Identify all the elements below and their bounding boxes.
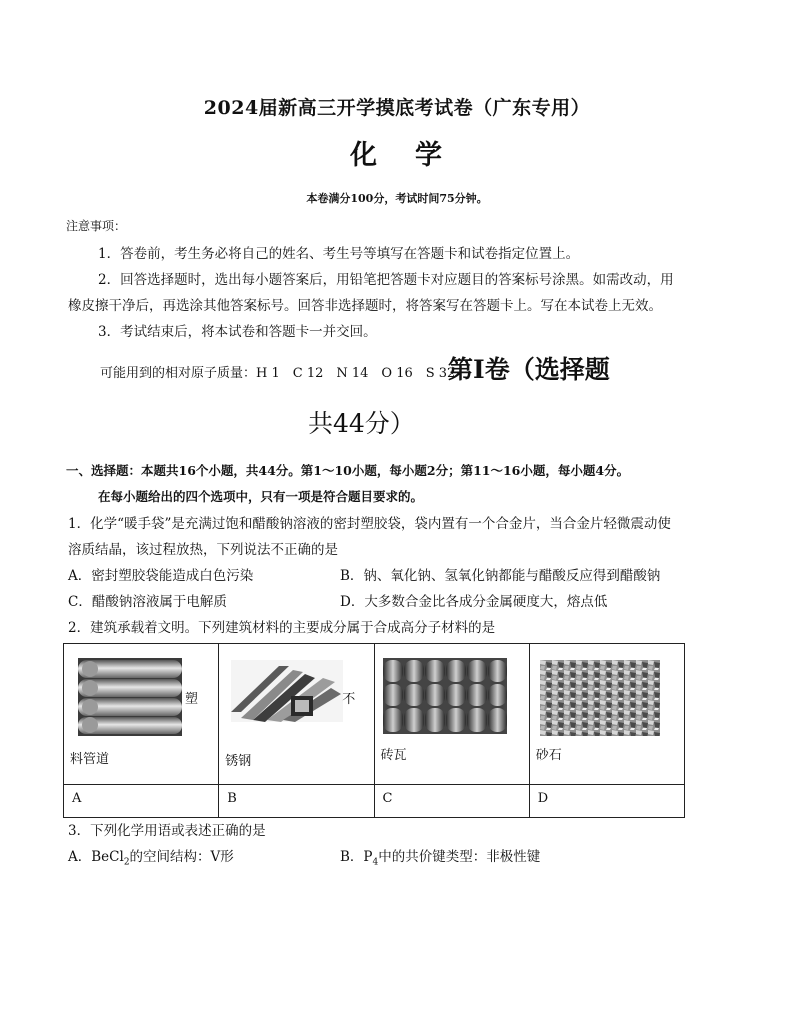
section-instructions-line-2: 在每小题给出的四个选项中，只有一项是符合题目要求的。 (98, 489, 424, 504)
gravel-image (540, 660, 660, 736)
q3-b-text-2: 中的共价键类型：非极性键 (378, 849, 541, 865)
q1-option-d[interactable]: D．大多数合金比各成分金属硬度大，熔点低 (340, 594, 608, 610)
q1-option-b[interactable]: B．钠、氧化钠、氢氧化钠都能与醋酸反应得到醋酸钠 (340, 568, 661, 584)
q3-option-b[interactable] (340, 845, 540, 868)
notice-item-2-line-1: 2．回答选择题时，选出每小题答案后，用铅笔把答题卡对应题目的答案标号涂黑。如需改动，用 (98, 272, 674, 288)
q2-cell-a (64, 644, 219, 785)
q1-stem-line-2: 溶质结晶，该过程放热，下列说法不正确的是 (68, 542, 338, 558)
q2-b-caption-part-1: 不 (342, 692, 356, 707)
q2-cell-b (219, 644, 374, 785)
q2-option-d-label[interactable]: D (529, 785, 684, 818)
plastic-pipes-image (78, 658, 182, 736)
q2-b-caption-part-2: 锈钢 (225, 754, 252, 769)
section-instructions-line-1: 一、选择题：本题共16个小题，共44分。第1～10小题，每小题2分；第11～16小题，每小题4分。 (66, 463, 630, 478)
stainless-steel-image (231, 660, 343, 722)
q2-a-caption-part-2: 料管道 (70, 752, 110, 767)
q2-c-caption: 砖瓦 (380, 748, 407, 763)
q2-a-caption-part-1: 塑 (185, 692, 199, 707)
q1-option-c[interactable]: C．醋酸钠溶液属于电解质 (68, 594, 227, 610)
q2-stem: 2．建筑承载着文明。下列建筑材料的主要成分属于合成高分子材料的是 (68, 620, 496, 636)
q3-option-a[interactable] (68, 845, 234, 868)
part-title-line-2: 共44分） (308, 409, 415, 438)
notice-heading: 注意事项： (66, 219, 127, 233)
q3-a-subscript: 2 (123, 857, 130, 868)
q2-cell-d (529, 644, 684, 785)
notice-item-1: 1．答卷前，考生务必将自己的姓名、考生号等填写在答题卡和试卷指定位置上。 (98, 246, 580, 262)
q3-b-text-1: B．P (340, 849, 373, 865)
subject-char-1: 化 (350, 140, 379, 171)
q3-a-text-1: A．BeCl (68, 849, 124, 865)
part-title-line-1: 第Ⅰ卷（选择题 (448, 355, 610, 384)
q3-a-text-2: 的空间结构：V形 (129, 849, 234, 865)
notice-item-2-line-2: 橡皮擦干净后，再选涂其他答案标号。回答非选择题时，将答案写在答题卡上。写在本试卷上无效。 (68, 298, 662, 314)
exam-note: 本卷满分100分，考试时间75分钟。 (306, 192, 488, 205)
subject-title (0, 133, 794, 172)
q2-option-b-label[interactable]: B (219, 785, 374, 818)
q2-option-c-label[interactable]: C (374, 785, 529, 818)
q3-stem: 3．下列化学用语或表述正确的是 (68, 823, 266, 839)
q2-options-table (63, 643, 685, 818)
subject-char-2: 学 (415, 140, 444, 171)
q2-d-caption: 砂石 (535, 748, 562, 763)
exam-title: 2024届新高三开学摸底考试卷（广东专用） (203, 97, 591, 119)
q2-cell-c (374, 644, 529, 785)
q1-option-a[interactable]: A．密封塑胶袋能造成白色污染 (68, 568, 254, 584)
q3-b-subscript: 4 (372, 857, 379, 868)
atomic-masses: 可能用到的相对原子质量：H 1 C 12 N 14 O 16 S 32 (100, 366, 456, 381)
q1-stem-line-1: 1．化学“暖手袋”是充满过饱和醋酸钠溶液的密封塑胶袋，袋内置有一个合金片，当合金片轻微震动使 (68, 516, 671, 532)
q2-option-a-label[interactable]: A (64, 785, 219, 818)
notice-item-3: 3．考试结束后，将本试卷和答题卡一并交回。 (98, 324, 377, 340)
roof-tiles-image (383, 658, 507, 734)
